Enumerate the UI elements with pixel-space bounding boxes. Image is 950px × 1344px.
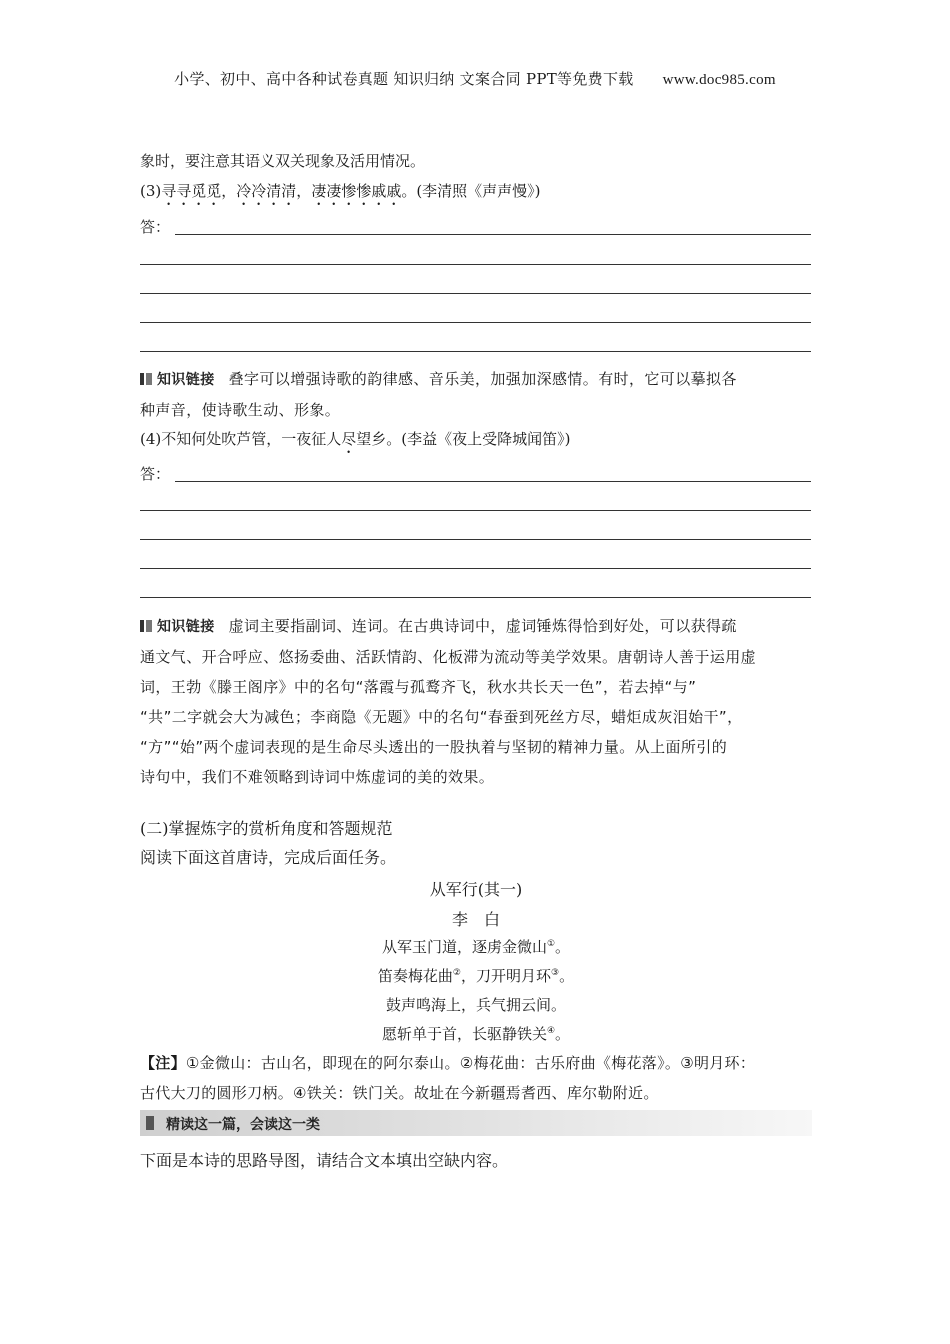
header-url[interactable]: www.doc985.com [662, 72, 776, 88]
poem-line-1 [140, 936, 812, 957]
notes-line-1: ①金微山：古山名，即现在的阿尔泰山。②梅花曲：古乐府曲《梅花落》。③明月环： [185, 1054, 756, 1072]
knowledge-link-badge-1 [140, 365, 215, 395]
question-4-suffix: 望乡。(李益《夜上受降城闻笛》) [356, 430, 571, 448]
poem-line-4-end: 。 [555, 1025, 571, 1043]
banner-label: 精读这一篇，会读这一类 [166, 1117, 320, 1133]
badge-label: 知识链接 [157, 372, 215, 388]
badge-bar-icon-2 [146, 620, 152, 632]
poem-title: 从军行(其一) [429, 880, 523, 899]
poem-line-4 [140, 1023, 812, 1044]
poem-note-ref-1: ① [546, 939, 556, 949]
answer-label-4: 答： [140, 465, 171, 483]
answer-line-3-2[interactable] [140, 264, 811, 265]
poem-note-ref-3: ③ [551, 968, 560, 978]
poem-line-2 [140, 965, 812, 986]
task-instruction: 下面是本诗的思路导图，请结合文本填出空缺内容。 [140, 1151, 509, 1170]
poem-line-1-text: 从军玉门道，逐虏金微山 [381, 938, 547, 956]
question-3-phrase-2: 冷冷清清 [236, 182, 297, 200]
question-4 [140, 428, 812, 457]
poem-note-ref-2: ② [452, 968, 461, 978]
question-4-emphasis: 尽 [341, 430, 357, 448]
section-2-title: (二)掌握炼字的赏析角度和答题规范 [140, 819, 393, 838]
knowledge-link-1 [140, 364, 812, 425]
answer-line-4-1[interactable] [175, 481, 811, 482]
knowledge-link-2 [140, 611, 812, 792]
notes-label: 【注】 [140, 1054, 186, 1072]
answer-line-3-1[interactable] [175, 234, 811, 235]
knowledge-link-2-line-6: 诗句中，我们不难领略到诗词中炼虚词的美的效果。 [140, 768, 495, 786]
badge-bar-icon-2 [146, 373, 152, 385]
knowledge-link-2-line-1: 虚词主要指副词、连词。在古典诗词中，虚词锤炼得恰到好处，可以获得疏 [228, 617, 737, 635]
answer-line-4-4[interactable] [140, 568, 811, 569]
badge-bar-icon [140, 620, 144, 632]
knowledge-link-badge-2 [140, 612, 215, 642]
notes-line-2: 古代大刀的圆形刀柄。④铁关：铁门关。故址在今新疆焉耆西、库尔勒附近。 [140, 1084, 659, 1102]
banner-block-icon [146, 1116, 154, 1130]
continuation-line: 象时，要注意其语义双关现象及活用情况。 [140, 152, 426, 170]
poem-notes [140, 1048, 820, 1108]
answer-line-4-2[interactable] [140, 510, 811, 511]
knowledge-link-2-line-2: 通文气、开合呼应、悠扬委曲、活跃情韵、化板滞为流动等美学效果。唐朝诗人善于运用虚 [140, 648, 757, 666]
knowledge-link-1-line-2: 种声音，使诗歌生动、形象。 [140, 401, 341, 419]
badge-bar-icon [140, 373, 144, 385]
question-3-sep-1: ， [221, 182, 237, 200]
question-3-sep-2: ， [296, 182, 312, 200]
question-4-prefix: (4)不知何处吹芦管，一夜征人 [140, 430, 342, 448]
answer-line-4-3[interactable] [140, 539, 811, 540]
poem-line-2-text: 笛奏梅花曲 [377, 967, 453, 985]
question-3 [140, 180, 812, 209]
answer-line-3-4[interactable] [140, 322, 811, 323]
knowledge-link-2-line-4: “共”二字就会大为减色；李商隐《无题》中的名句“春蚕到死丝方尽，蜡炬成灰泪始干”， [140, 708, 743, 726]
section-banner [140, 1110, 812, 1136]
question-3-phrase-3: 凄凄惨惨戚戚 [311, 182, 402, 200]
page-header [0, 68, 950, 89]
answer-label-3: 答： [140, 218, 171, 236]
poem-line-2-mid: ，刀开明月环 [460, 967, 551, 985]
question-3-phrase-1: 寻寻觅觅 [161, 182, 222, 200]
knowledge-link-2-line-5: “方”“始”两个虚词表现的是生命尽头透出的一股执着与坚韧的精神力量。从上面所引的 [140, 738, 728, 756]
knowledge-link-2-line-3: 词，王勃《滕王阁序》中的名句“落霞与孤鹜齐飞，秋水共长天一色”，若去掉“与” [140, 678, 697, 696]
answer-line-3-3[interactable] [140, 293, 811, 294]
answer-line-4-5[interactable] [140, 597, 811, 598]
question-3-prefix: (3) [140, 182, 162, 200]
poem-author: 李 白 [451, 910, 500, 929]
question-3-source: 。(李清照《声声慢》) [401, 182, 541, 200]
section-2-instruction: 阅读下面这首唐诗，完成后面任务。 [140, 848, 397, 867]
knowledge-link-1-line-1: 叠字可以增强诗歌的韵律感、音乐美，加强加深感情。有时，它可以摹拟各 [228, 370, 737, 388]
header-text: 小学、初中、高中各种试卷真题 知识归纳 文案合同 PPT等免费下载 [174, 70, 634, 88]
badge-label: 知识链接 [157, 619, 215, 635]
poem-line-3: 鼓声鸣海上，兵气拥云间。 [385, 996, 566, 1014]
poem-line-2-end: 。 [559, 967, 575, 985]
poem-line-4-text: 愿斩单于首，长驱静铁关 [381, 1025, 547, 1043]
poem-note-ref-4: ④ [546, 1026, 556, 1036]
answer-line-3-5[interactable] [140, 351, 811, 352]
poem-line-1-end: 。 [555, 938, 571, 956]
